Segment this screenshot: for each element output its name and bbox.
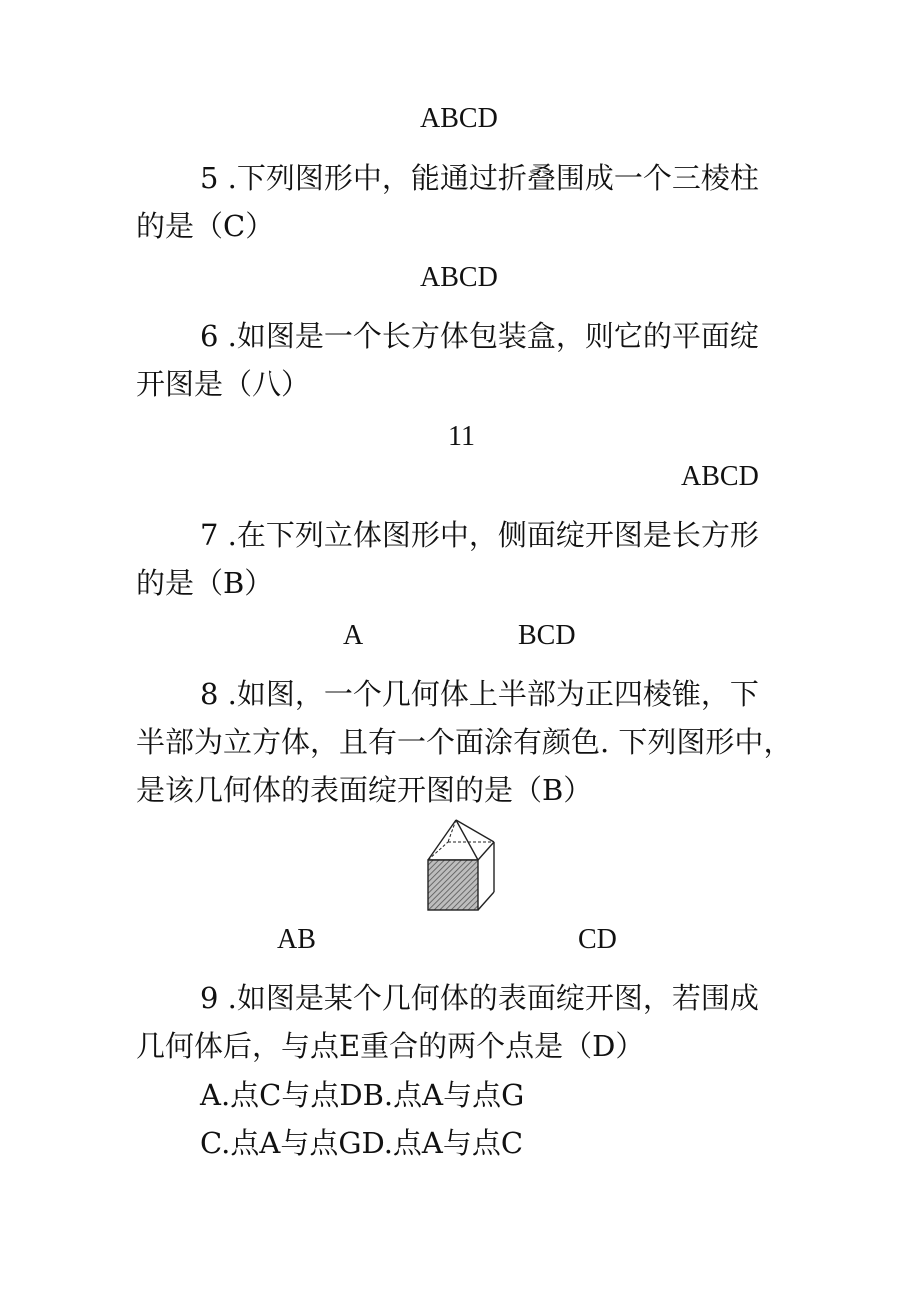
q7-text-line2: 的是（B） — [136, 566, 274, 600]
q5-text-line1: 5 .下列图形中，能通过折叠围成一个三棱柱 — [200, 161, 759, 195]
q6-text-line1: 6 .如图是一个长方体包装盒，则它的平面绽 — [200, 319, 759, 353]
pyramid — [428, 820, 494, 860]
q9-choice-line1: A.点C与点DB.点A与点G — [200, 1078, 525, 1112]
q9-text-line1: 9 .如图是某个几何体的表面绽开图，若围成 — [200, 981, 759, 1015]
q6-figure-label: 11 — [448, 421, 475, 452]
q6-options: ABCD — [681, 461, 759, 492]
pyramid-cube-figure — [420, 816, 502, 914]
q8-text-line2: 半部为立方体，且有一个面涂有颜色. 下列图形中， — [136, 725, 793, 759]
q6-text-line2: 开图是（八） — [136, 367, 311, 401]
q7-options-bcd: BCD — [518, 620, 576, 651]
q5-text-line2: 的是（C） — [136, 209, 275, 243]
q9-choice-line2: C.点A与点GD.点A与点C — [200, 1126, 524, 1160]
q4-options: ABCD — [420, 103, 498, 134]
q8-text-line1: 8 .如图，一个几何体上半部为正四棱锥，下 — [200, 677, 759, 711]
q8-options-cd: CD — [578, 924, 617, 955]
q8-text-line3: 是该几何体的表面绽开图的是（B） — [136, 773, 593, 807]
q8-options-ab: AB — [277, 924, 316, 955]
q7-option-a: A — [343, 620, 364, 651]
q7-text-line1: 7 .在下列立体图形中，侧面绽开图是长方形 — [200, 518, 759, 552]
q5-options: ABCD — [420, 262, 498, 293]
shaded-face — [428, 860, 478, 910]
q9-text-line2: 几何体后，与点E重合的两个点是（D） — [136, 1029, 645, 1063]
